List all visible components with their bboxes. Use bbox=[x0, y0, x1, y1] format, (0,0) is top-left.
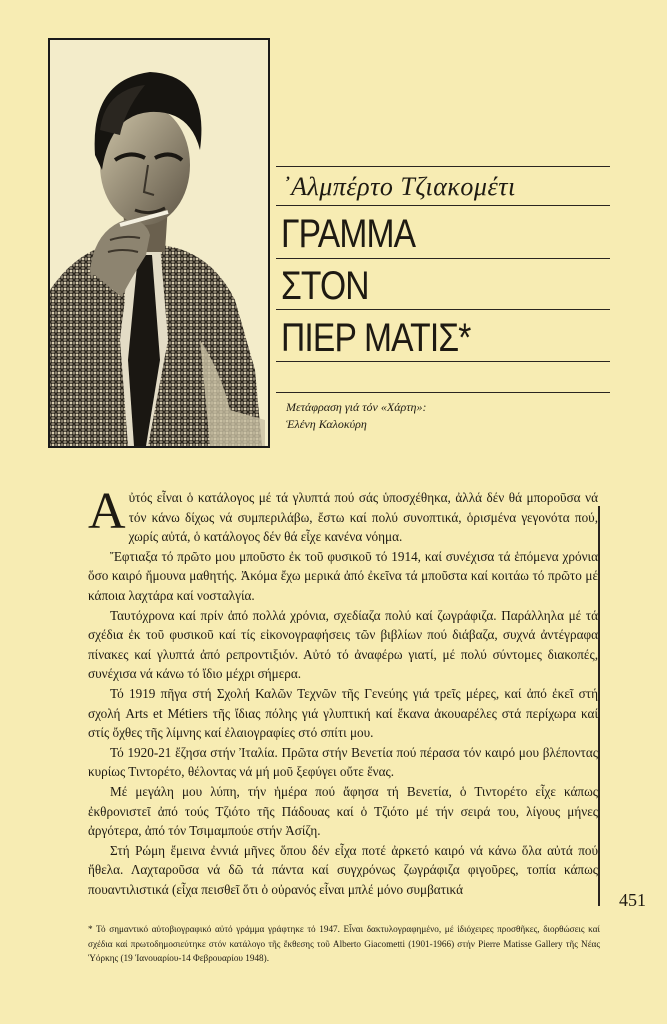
header-rule-1 bbox=[276, 166, 610, 167]
author-portrait-photo bbox=[48, 38, 270, 448]
title-line-1: ΓΡΑΜΜΑ bbox=[281, 212, 416, 256]
author-name: ᾿Αλμπέρτο Τζιακομέτι bbox=[282, 172, 516, 201]
header-rule-3 bbox=[276, 258, 610, 259]
body-paragraph: Ταυτόχρονα καί πρίν ἀπό πολλά χρόνια, σχεδίαζα πολύ καί ζωγράφιζα. Παράλληλα μέ τά σχέδια ἐκ τοῦ φυσικοῦ καί τίς εἰκονογραφήσεις τῶν βιβλίων πού διάβαζα, συχνά ἀντέγραφα πίνακες καί γλυπτά ἀπό ρεπροντιξιόν. Αὐτό τό ἀναφέρω γιατί, μέ πολύ σύντομες διακοπές, συνέχισα νά κάνω τό ἴδιο μέχρι σήμερα. bbox=[88, 607, 598, 682]
title-line-2: ΣΤΟΝ bbox=[281, 264, 369, 308]
page-number: 451 bbox=[619, 890, 646, 910]
portrait-photo bbox=[50, 40, 268, 446]
body-paragraph: Στή Ρώμη ἔμεινα ἐννιά μῆνες ὅπου δέν εἶχα ποτέ ἀρκετό καιρό νά κάνω ὅλα αὐτά πού ἤθελα. Λαχταροῦσα νά δῶ τά πάντα καί συγχρόνως ζωγράφιζα φιγοῦρες, τοπία κάπως πουαντιλιστικά (εἶχα πεισθεῖ ὅτι ὁ οὐρανός εἶναι μπλέ μόνο συμβατικά bbox=[88, 842, 598, 897]
header-rule-5 bbox=[276, 361, 610, 362]
footnote: * Τό σημαντικό αὐτοβιογραφικό αὐτό γράμμα γράφτηκε τό 1947. Εἶναι δακτυλογραφημένο, μέ ἰδιόχειρες προσθῆκες, διορθώσεις καί σχέδια καί πρωτοδημοσιεύτηκε στόν κατάλογο τῆς ἔκθεσης τοῦ Alberto Giacometti (1901-1966) στήν Pierre Matisse Gallery τῆς Νέας Ὑόρκης (19 Ἰανουαρίου-14 Φεβρουαρίου 1948). bbox=[88, 924, 600, 964]
body-paragraph: Ἔφτιαξα τό πρῶτο μου μποῦστο ἐκ τοῦ φυσικοῦ τό 1914, καί συνέχισα τά ἑπόμενα χρόνια ὅσο καιρό ἤμουνα μαθητής. Ἀκόμα ἔχω μερικά ἀπό ἐκεῖνα τά μποῦστα καί κοιτάω τό πρῶτο μέ κάποια λαχτάρα καί νοσταλγία. bbox=[88, 548, 598, 603]
header-rule-2 bbox=[276, 205, 610, 206]
title-line-3: ΠΙΕΡ ΜΑΤΙΣ* bbox=[281, 316, 471, 360]
header-rule-6 bbox=[276, 392, 610, 393]
article-body bbox=[88, 488, 598, 898]
margin-rule bbox=[598, 506, 600, 906]
body-paragraph: Μέ μεγάλη μου λύπη, τήν ἡμέρα πού ἄφησα τή Βενετία, ὁ Τιντορέτο εἶχε κάπως ἐκθρονιστεῖ ἀπό τούς Τζιότο τῆς Πάδουας καί ὁ Τζιότο μέ τήν σειρά του, λίγους μήνες ἀργότερα, ἀπό τόν Τσιμαμπούε στήν Ἀσίζη. bbox=[88, 783, 598, 839]
translation-label: Μετάφραση γιά τόν «Χάρτη»: bbox=[286, 400, 427, 414]
header-rule-4 bbox=[276, 309, 610, 310]
body-paragraph: Τό 1920-21 ἔζησα στήν Ἰταλία. Πρῶτα στήν Βενετία πού πέρασα τόν καιρό μου βλέποντας κυρίως Τιντορέτο, θέλοντας νά μή μοῦ ξεφύγει οὔτε ἕνας. bbox=[88, 744, 598, 780]
drop-cap: Α bbox=[88, 488, 126, 540]
translator-name: Ἑλένη Καλοκύρη bbox=[286, 417, 367, 431]
body-paragraph: Τό 1919 πῆγα στή Σχολή Καλῶν Τεχνῶν τῆς Γενεύης γιά τρεῖς μέρες, καί ἀπό ἐκεῖ στή σχολή Arts et Métiers τῆς ἴδιας πόλης γιά γλυπτική καί ἔκανα ἀκουαρέλες στά περίχωρα καί στίς ὄχθες τῆς λίμνης καί ἐλαιογραφίες στό σπίτι μου. bbox=[88, 685, 598, 741]
body-paragraph: Αὐτός εἶναι ὁ κατάλογος μέ τά γλυπτά πού σάς ὑποσχέθηκα, ἀλλά δέν θά μποροῦσα νά τόν κάνω δίχως νά συμπεριλάβω, ἔστω καί πολύ συνοπτικά, ὁρισμένα γεγονότα πού, χωρίς αὐτά, ὁ κατάλογος δέν θά εἶχε κανένα νόημα. bbox=[88, 488, 598, 545]
